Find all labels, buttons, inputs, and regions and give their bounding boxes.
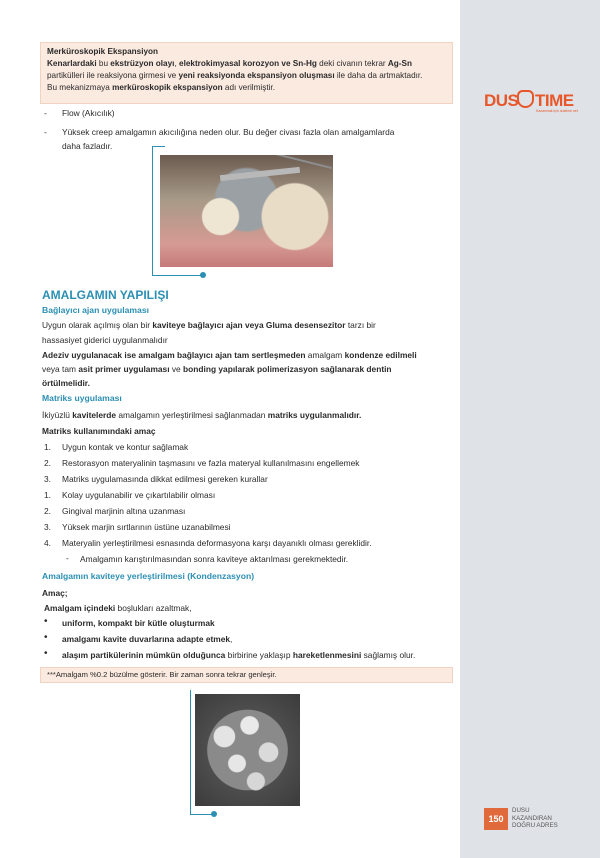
info-box-line-1 bbox=[47, 58, 446, 70]
list-number: 1. bbox=[44, 490, 51, 500]
body-bold-text: Adeziv uygulanacak ise amalgam bağlayıcı ajan tam sertleşmeden bbox=[42, 350, 306, 360]
bullet-item: uniform, kompakt bir kütle oluşturmak bbox=[62, 618, 215, 628]
list-number: 3. bbox=[44, 474, 51, 484]
body-text: tarzı bir bbox=[345, 320, 376, 330]
aim-intro bbox=[44, 602, 192, 614]
flow-description-line-2: daha fazladır. bbox=[62, 141, 113, 151]
body-text: , bbox=[230, 634, 233, 644]
bullet-marker: • bbox=[44, 632, 48, 643]
paragraph-2-line-3: örtülmelidir. bbox=[42, 378, 90, 388]
body-bold-text: asit primer uygulaması bbox=[78, 364, 170, 374]
sidebar-panel bbox=[460, 0, 600, 858]
list-item: Yüksek marjin sırtlarının üstüne uzanabilmesi bbox=[62, 522, 231, 532]
body-text: İkiyüzlü bbox=[42, 410, 73, 420]
paragraph-2-line-1 bbox=[42, 349, 417, 361]
photo-detail bbox=[220, 167, 300, 181]
image-frame-line bbox=[152, 275, 204, 276]
paragraph-1-line-2: hassasiyet giderici uygulanmalıdır bbox=[42, 335, 168, 345]
subheading-binding-agent: Bağlayıcı ajan uygulaması bbox=[42, 305, 149, 315]
section-title: AMALGAMIN YAPILIŞI bbox=[42, 288, 169, 302]
list-number: 4. bbox=[44, 538, 51, 548]
paragraph-1-line-1 bbox=[42, 319, 376, 331]
image-frame-line bbox=[152, 146, 165, 147]
body-text: ve bbox=[169, 364, 184, 374]
shrinkage-note: ***Amalgam %0.2 büzülme gösterir. Bir zaman sonra tekrar genleşir. bbox=[40, 667, 453, 683]
body-text: sağlamış olur. bbox=[361, 650, 416, 660]
body-text: amalgamın yerleştirilmesi sağlanmadan bbox=[116, 410, 268, 420]
list-item: Matriks uygulamasında dikkat edilmesi gereken kurallar bbox=[62, 474, 268, 484]
info-box-text: ile daha da artmaktadır. bbox=[334, 71, 423, 80]
subheading-matrix: Matriks uygulaması bbox=[42, 393, 122, 403]
info-box-bold-text: ekstrüzyon olayı bbox=[110, 59, 175, 68]
flow-item: Flow (Akıcılık) bbox=[62, 108, 115, 118]
list-number: 1. bbox=[44, 442, 51, 452]
tooth-icon bbox=[517, 90, 534, 108]
bullet-item bbox=[62, 649, 415, 661]
dash-marker: - bbox=[44, 108, 47, 118]
amalgam-pellets-photo bbox=[195, 694, 300, 806]
info-box-bold-text: Ag-Sn bbox=[387, 59, 412, 68]
paragraph-2-line-2 bbox=[42, 363, 392, 375]
aim-title: Amaç; bbox=[42, 588, 68, 598]
list-item: Restorasyon materyalinin taşmasını ve fazla materyal kullanılmasını engellemek bbox=[62, 458, 360, 468]
info-box-bold-text: Kenarlardaki bbox=[47, 59, 97, 68]
page-number: 150 bbox=[484, 808, 508, 830]
slogan-line-3: DOĞRU ADRES bbox=[512, 822, 558, 830]
info-box-text: deki civanın tekrar bbox=[316, 59, 388, 68]
image-frame-dot bbox=[211, 811, 217, 817]
info-box-text: partikülleri ile reaksiyona girmesi ve bbox=[47, 71, 179, 80]
body-text: veya tam bbox=[42, 364, 79, 374]
body-bold-text: alaşım partikülerinin mümkün olduğunca bbox=[62, 650, 226, 660]
info-box-text: adı verilmiştir. bbox=[222, 83, 275, 92]
body-bold-text: kondenze edilmeli bbox=[344, 350, 417, 360]
body-bold-text: matriks uygulanmalıdır. bbox=[267, 410, 362, 420]
info-box-text: , bbox=[174, 59, 180, 68]
body-bold-text: amalgamı kavite duvarlarına adapte etmek bbox=[62, 634, 231, 644]
info-box-merkuroskopik bbox=[40, 42, 453, 104]
dash-marker: - bbox=[44, 127, 47, 137]
list-item: Uygun kontak ve kontur sağlamak bbox=[62, 442, 189, 452]
info-box-bold-text: elektrokimyasal korozyon ve Sn-Hg bbox=[179, 59, 317, 68]
image-frame-line bbox=[152, 146, 153, 276]
slogan-line-2: KAZANDIRAN bbox=[512, 814, 552, 822]
body-bold-text: hareketlenmesini bbox=[292, 650, 362, 660]
dash-marker: - bbox=[66, 553, 69, 563]
list-number: 2. bbox=[44, 506, 51, 516]
paragraph-3 bbox=[42, 409, 361, 421]
info-box-title: Merküroskopik Ekspansiyon bbox=[47, 47, 159, 56]
info-box-text: Bu mekanizmaya bbox=[47, 83, 113, 92]
body-text: amalgam bbox=[305, 350, 345, 360]
body-text: boşlukları azaltmak, bbox=[115, 603, 192, 613]
info-box-bold-text: merküroskopik ekspansiyon bbox=[112, 83, 223, 92]
body-text: birbirine yaklaşıp bbox=[225, 650, 293, 660]
image-frame-line bbox=[190, 690, 191, 814]
body-bold-text: bonding yapılarak polimerizasyon sağlanarak dentin bbox=[183, 364, 392, 374]
info-box-text: bu bbox=[96, 59, 111, 68]
logo-dus-text: DUS bbox=[484, 91, 519, 110]
info-box-line-3 bbox=[47, 82, 446, 94]
logo-time-text: TIME bbox=[535, 91, 574, 110]
info-box-line-2 bbox=[47, 70, 446, 82]
body-text: Uygun olarak açılmış olan bir bbox=[42, 320, 153, 330]
slogan-line-1: DUSU bbox=[512, 807, 530, 814]
image-frame-dot bbox=[200, 272, 206, 278]
list-item: Gingival marjinin altına uzanması bbox=[62, 506, 186, 516]
list-number: 2. bbox=[44, 458, 51, 468]
list-item: Kolay uygulanabilir ve çıkartılabilir olması bbox=[62, 490, 216, 500]
body-bold-text: kavitelerde bbox=[72, 410, 117, 420]
matrix-purpose-title: Matriks kullanımındaki amaç bbox=[42, 426, 156, 436]
bullet-marker: • bbox=[44, 648, 48, 659]
bullet-marker: • bbox=[44, 616, 48, 627]
dustime-logo bbox=[484, 87, 578, 115]
amalgam-restoration-photo bbox=[160, 155, 333, 267]
body-bold-text: kaviteye bağlayıcı ajan veya Gluma desensezitor bbox=[152, 320, 346, 330]
list-item: Materyalin yerleştirilmesi esnasında deformasyona karşı dayanıklı olması gereklidir. bbox=[62, 538, 372, 548]
list-sub-item: Amalgamın karıştırılmasından sonra kaviteye aktarılması gerekmektedir. bbox=[80, 554, 349, 564]
logo-tagline: Kazanmak için dustime.net bbox=[536, 109, 578, 113]
bullet-item bbox=[62, 633, 232, 645]
list-number: 3. bbox=[44, 522, 51, 532]
body-bold-text: Amalgam içindeki bbox=[44, 603, 116, 613]
subheading-condensation: Amalgamın kaviteye yerleştirilmesi (Kondenzasyon) bbox=[42, 571, 255, 581]
flow-description-line-1: Yüksek creep amalgamın akıcılığına neden olur. Bu değer civası fazla olan amalgamlarda bbox=[62, 127, 395, 137]
info-box-bold-text: yeni reaksiyonda ekspansiyon oluşması bbox=[178, 71, 335, 80]
page-slogan bbox=[512, 807, 558, 830]
